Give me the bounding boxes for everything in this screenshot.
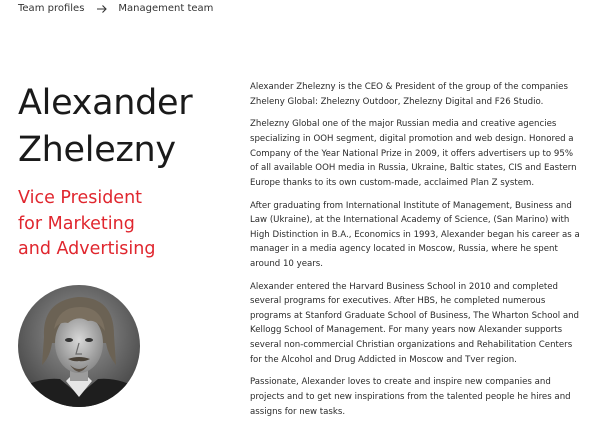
breadcrumb-management-team[interactable]: Management team [118,3,214,14]
profile-header [18,80,228,263]
person-name-line2: Zhelezny [18,130,176,170]
avatar [18,285,140,407]
portrait-photo [18,285,140,407]
bio-paragraph: Alexander entered the Harvard Business School in 2010 and completed several programs for executives. After HBS, he completed numerous programs at Stanford Graduate School of Business, The Wharton School and Kellogg School of Management. For many years now Alexander supports several non-commercial Christian organizations and Rehabilitation Centers for the Alcohol and Drug Addicted in Moscow and Tver region. [250,281,579,365]
biography [250,80,582,427]
breadcrumb [18,3,213,14]
arrow-right-icon [96,4,108,14]
person-title-line: for Marketing [18,213,135,234]
person-title [18,186,228,263]
breadcrumb-team-profiles[interactable]: Team profiles [18,3,85,14]
person-name-line1: Alexander [18,83,193,123]
bio-paragraph: Passionate, Alexander loves to create and inspire new companies and projects and to get new inspirations from the talented people he hires and assigns for new tasks. [250,377,571,417]
person-title-line: Vice President [18,188,143,208]
person-title-line: and Advertising [18,239,156,259]
bio-paragraph: Zhelezny Global one of the major Russian media and creative agencies specializing in OOH segment, digital promotion and web design. Honored a Company of the Year National Prize in 2009, it offers advertisers up to 95% of all available OOH media in Russia, Ukraine, Baltic states, CIS and Eastern Europe thanks to its own custom-made, acclaimed Plan Z system. [250,119,577,188]
bio-paragraph: After graduating from International Institute of Management, Business and Law (Ukraine), at the International Academy of Science, (San Marino) with High Distinction in B.A., Economics in 1993, Alexander began his career as a manager in a media agency located in Moscow, Russia, where he spent around 10 years. [250,200,580,269]
person-name [18,80,228,174]
bio-paragraph: Alexander Zhelezny is the CEO & President of the group of the companies Zheleny Global: Zhelezny Outdoor, Zhelezny Digital and F26 Studio. [250,82,568,107]
